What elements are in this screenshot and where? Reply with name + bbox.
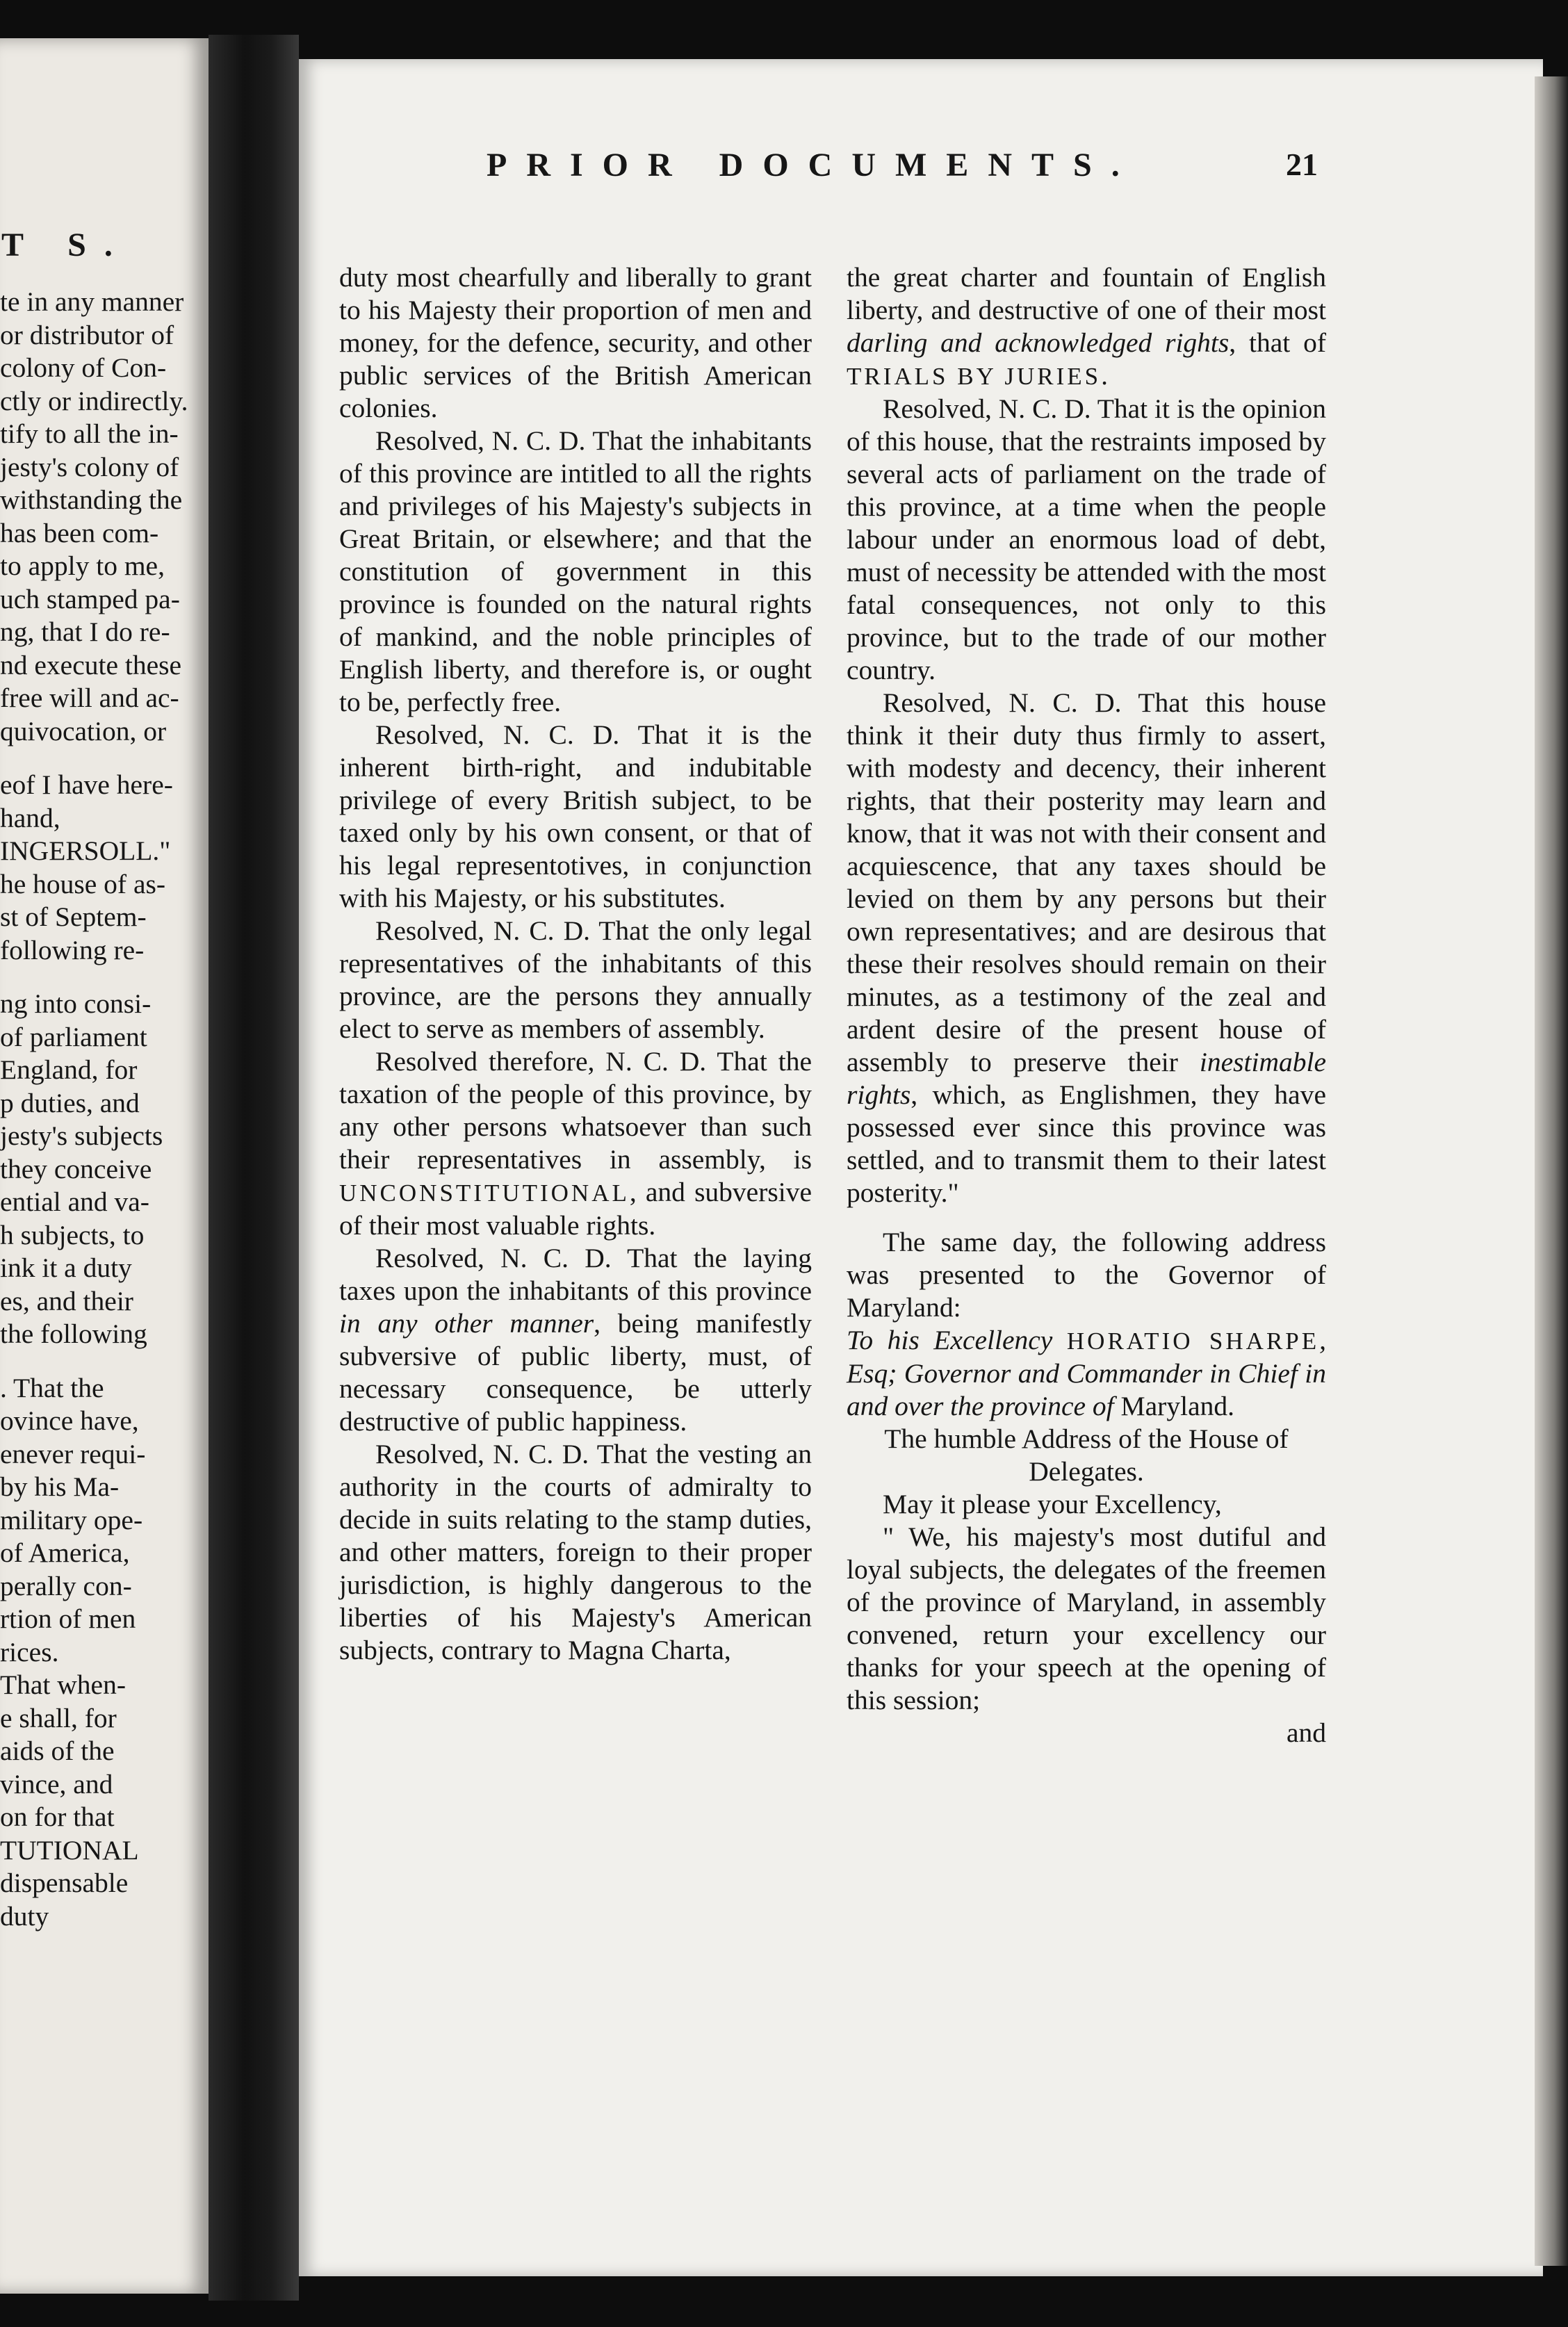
salutation: May it please your Excellency,	[883, 1489, 1222, 1519]
paragraph: Resolved, N. C. D. That the laying taxes upon the inhabitants of this province in any other manner, being manifestly subversive of public liberty, must, of necessary consequence, be utterly destructive of public happiness.	[339, 1243, 812, 1437]
left-fragment-line: military ope-	[0, 1504, 143, 1535]
left-fragment-line: tify to all the in-	[0, 418, 179, 449]
running-head: PRIOR DOCUMENTS.	[487, 147, 1139, 183]
left-fragment-line: the following	[0, 1318, 147, 1349]
left-running-head: T S.	[1, 227, 131, 263]
left-fragment-line: aids of the	[0, 1736, 115, 1766]
text-column-1	[339, 261, 812, 1667]
left-fragment-line: nd execute these	[0, 649, 182, 680]
left-page-text-fragments	[0, 286, 209, 1933]
page-edge	[1535, 76, 1568, 2266]
left-fragment-line: . That the	[0, 1372, 104, 1403]
italic-text: darling and acknowledged rights	[847, 327, 1230, 358]
paragraph: The same day, the following address was presented to the Governor of Maryland:	[847, 1227, 1326, 1323]
left-fragment-line: ng into consi-	[0, 988, 152, 1019]
left-fragment-line: enever requi-	[0, 1438, 146, 1469]
left-fragment-line: England, for	[0, 1054, 138, 1085]
left-fragment-line: on for that	[0, 1802, 115, 1832]
left-fragment-line	[0, 1351, 209, 1372]
address-line: To his Excellency HORATIO SHARPE, Esq; Governor and Commander in Chief in and over the province of Maryland.	[847, 1325, 1327, 1421]
paragraph: Resolved, N. C. D. That the only legal representatives of the inhabitants of this province, are the persons they annually elect to serve as members of assembly.	[339, 915, 812, 1044]
left-fragment-line: rtion of men	[0, 1603, 136, 1634]
book-gutter	[209, 35, 299, 2301]
left-fragment-line: st of Septem-	[0, 901, 147, 932]
left-fragment-line: uch stamped pa-	[0, 583, 180, 614]
left-fragment-line: by his Ma-	[0, 1471, 120, 1502]
paragraph: " We, his majesty's most dutiful and loyal subjects, the delegates of the freemen of the province of Maryland, in assembly convened, return your excellency our thanks for your speech at the opening of this session;	[847, 1521, 1326, 1715]
paragraph: Resolved, N. C. D. That the vesting an authority in the courts of admiralty to decide in suits relating to the stamp duties, and other matters, foreign to their proper jurisdiction, is highly dangerous to the liberties of his Majesty's American subjects, contrary to Magna Charta,	[339, 1439, 812, 1665]
left-fragment-line: e shall, for	[0, 1702, 117, 1733]
left-fragment-line: free will and ac-	[0, 683, 179, 713]
left-fragment-line: ink it a duty	[0, 1252, 132, 1283]
paragraph: the great charter and fountain of English liberty, and destructive of one of their most darling and acknowledged rights, that of TRIALS BY JURIES.	[847, 262, 1326, 391]
left-fragment-line: perally con-	[0, 1570, 132, 1601]
left-fragment-line: duty	[0, 1900, 49, 1932]
left-fragment-line: vince, and	[0, 1768, 113, 1799]
left-fragment-line: he house of as-	[0, 868, 166, 899]
left-fragment-line: of America,	[0, 1537, 130, 1568]
left-fragment-line: of parliament	[0, 1021, 147, 1052]
left-fragment-line: te in any manner	[0, 286, 184, 317]
italic-text: inestimable rights	[847, 1047, 1326, 1110]
paragraph: duty most chearfully and liberally to grant to his Majesty their proportion of men and money, for the defence, security, and other public services of the British American colonies.	[339, 262, 812, 423]
left-fragment-line: ctly or indirectly.	[0, 385, 188, 416]
left-fragment-line	[0, 967, 209, 988]
left-fragment-line: TUTIONAL	[0, 1834, 139, 1865]
left-fragment-line: jesty's colony of	[0, 451, 179, 482]
left-fragment-line: jesty's subjects	[0, 1120, 163, 1151]
left-page	[0, 38, 209, 2294]
text-column-2	[847, 261, 1326, 1749]
left-fragment-line: p duties, and	[0, 1087, 140, 1118]
left-fragment-line: h subjects, to	[0, 1219, 145, 1250]
left-fragment-line: rices.	[0, 1636, 59, 1667]
left-fragment-line: colony of Con-	[0, 352, 167, 383]
paragraph: Resolved, N. C. D. That this house think it their duty thus firmly to assert, with modesty and decency, their inherent rights, that their posterity may learn and know, that it was not with their consent and acquiescence, that any taxes should be levied on them by any persons but their own representatives; and are desirous that these their resolves should remain on their minutes, as a testimony of the zeal and ardent desire of the present house of assembly to preserve their inestimable rights, which, as Englishmen, they have possessed ever since this province was settled, and to transmit them to their latest posterity."	[847, 687, 1326, 1208]
left-fragment-line: hand,	[0, 802, 60, 833]
small-caps-text: TRIALS BY JURIES	[847, 363, 1102, 390]
left-fragment-line: quivocation, or	[0, 715, 167, 746]
italic-text: in any other manner	[339, 1308, 594, 1339]
left-fragment-line: ng, that I do re-	[0, 617, 170, 647]
small-caps-text: UNCONSTITUTIONAL	[339, 1179, 630, 1207]
left-fragment-line: withstanding the	[0, 484, 183, 515]
left-fragment-line: es, and their	[0, 1285, 133, 1316]
paragraph: Resolved, N. C. D. That it is the opinion of this house, that the restraints imposed by several acts of parliament on the trade of this province, at a time when the people labour under an enormous load of debt, must of necessity be attended with the most fatal consequences, not only to this province, but to the trade of our mother country.	[847, 393, 1327, 685]
left-fragment-line: ential and va-	[0, 1186, 149, 1217]
left-fragment-line	[0, 748, 209, 769]
left-fragment-line: to apply to me,	[0, 550, 165, 581]
left-fragment-line: eof I have here-	[0, 769, 173, 800]
paragraph: Resolved, N. C. D. That the inhabitants of this province are intitled to all the rights and privileges of his Majesty's subjects in Great Britain, or elsewhere; and that the constitution of government in this province is founded on the natural rights of mankind, and the noble principles of English liberty, and therefore is, or ought to be, perfectly free.	[339, 425, 812, 717]
left-fragment-line: dispensable	[0, 1868, 129, 1898]
catchword: and	[1286, 1717, 1326, 1748]
left-fragment-line: they conceive	[0, 1153, 152, 1184]
left-fragment-line: That when-	[0, 1669, 126, 1700]
paragraph: Resolved, N. C. D. That it is the inherent birth-right, and indubitable privilege of every British subject, to be taxed only by his own consent, or that of his legal representotives, in conjunction with his Majesty, or his substitutes.	[339, 719, 812, 913]
small-caps-text: HORATIO SHARPE	[1066, 1328, 1320, 1355]
left-fragment-line: ovince have,	[0, 1405, 139, 1436]
left-fragment-line: INGERSOLL."	[0, 835, 171, 866]
address-heading: The humble Address of the House of Delegates.	[884, 1423, 1289, 1487]
page-number: 21	[1286, 147, 1318, 182]
paragraph: Resolved therefore, N. C. D. That the taxation of the people of this province, by any other persons whatsoever than such their representatives in assembly, is UNCONSTITUTIONAL, and subversive of their most valuable rights.	[339, 1046, 812, 1241]
left-fragment-line: or distributor of	[0, 319, 174, 350]
left-fragment-line: has been com-	[0, 517, 159, 548]
left-fragment-line: following re-	[0, 934, 145, 965]
